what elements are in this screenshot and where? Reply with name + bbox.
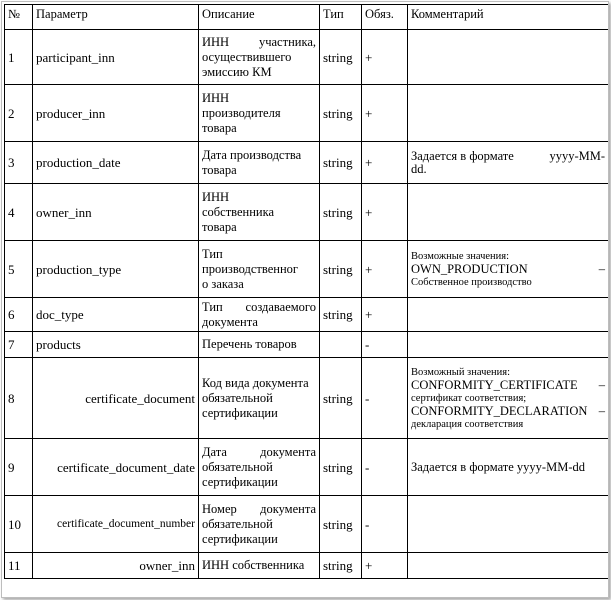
param-name: certificate_document_number	[33, 496, 199, 553]
description-line: Дата документа	[202, 444, 316, 459]
comment-line: dd.	[411, 161, 427, 176]
description-line: Перечень товаров	[202, 337, 297, 351]
row-number: 7	[5, 332, 33, 358]
comment-line: Собственное производство	[411, 276, 532, 288]
header-param: Параметр	[33, 5, 199, 30]
document-frame	[1, 1, 609, 598]
description-line: товара	[202, 219, 237, 234]
row-number: 3	[5, 142, 33, 184]
description-line: обязательной	[202, 390, 273, 405]
description-line: товара	[202, 120, 237, 135]
param-name: production_type	[33, 241, 199, 298]
param-description	[199, 30, 320, 85]
description-line: осуществившего	[202, 49, 292, 64]
param-type: string	[320, 496, 362, 553]
param-name: products	[33, 332, 199, 358]
description-line: сертификации	[202, 531, 278, 546]
description-line: сертификации	[202, 474, 278, 489]
comment-line: декларация соответствия	[411, 418, 524, 430]
table-row	[5, 332, 609, 358]
description-line: ИНН	[202, 90, 230, 105]
description-line: сертификации	[202, 405, 278, 420]
param-description	[199, 358, 320, 439]
description-line: Номер документа	[202, 501, 316, 516]
param-type: string	[320, 30, 362, 85]
param-description	[199, 241, 320, 298]
param-type: string	[320, 358, 362, 439]
param-comment	[408, 332, 609, 358]
header-req: Обяз.	[362, 5, 408, 30]
table-row	[5, 85, 609, 142]
table-row	[5, 142, 609, 184]
comment-line: сертификат соответствия;	[411, 392, 527, 404]
param-required: +	[362, 85, 408, 142]
row-number: 6	[5, 298, 33, 332]
param-description	[199, 332, 320, 358]
table-row	[5, 241, 609, 298]
description-line: Тип	[202, 246, 223, 261]
param-comment	[408, 358, 609, 439]
param-name: producer_inn	[33, 85, 199, 142]
param-name: production_date	[33, 142, 199, 184]
param-name: owner_inn	[33, 184, 199, 241]
comment-line: OWN_PRODUCTION –	[411, 261, 605, 276]
param-comment	[408, 85, 609, 142]
table-row	[5, 553, 609, 579]
param-required: -	[362, 332, 408, 358]
header-desc: Описание	[199, 5, 320, 30]
param-required: +	[362, 298, 408, 332]
description-line: производственног	[202, 261, 299, 276]
row-number: 5	[5, 241, 33, 298]
param-required: -	[362, 358, 408, 439]
param-required: -	[362, 439, 408, 496]
table-row	[5, 298, 609, 332]
param-name: certificate_document_date	[33, 439, 199, 496]
param-required: +	[362, 553, 408, 579]
row-number: 11	[5, 553, 33, 579]
table-row	[5, 496, 609, 553]
param-description	[199, 553, 320, 579]
row-number: 2	[5, 85, 33, 142]
param-type: string	[320, 142, 362, 184]
row-number: 4	[5, 184, 33, 241]
param-comment	[408, 298, 609, 332]
param-required: +	[362, 142, 408, 184]
param-required: +	[362, 184, 408, 241]
comment-line: Возможные значения:	[411, 250, 510, 262]
param-name: doc_type	[33, 298, 199, 332]
param-name: owner_inn	[33, 553, 199, 579]
param-required: -	[362, 496, 408, 553]
param-description	[199, 85, 320, 142]
row-number: 9	[5, 439, 33, 496]
param-description	[199, 439, 320, 496]
description-line: Код вида документа	[202, 375, 309, 390]
param-name: certificate_document	[33, 358, 199, 439]
param-type: string	[320, 241, 362, 298]
row-number: 8	[5, 358, 33, 439]
param-required: +	[362, 241, 408, 298]
description-line: документа	[202, 314, 258, 329]
description-line: обязательной	[202, 516, 273, 531]
table-row	[5, 30, 609, 85]
description-line: о заказа	[202, 276, 244, 291]
param-comment	[408, 142, 609, 184]
param-description	[199, 142, 320, 184]
param-comment	[408, 30, 609, 85]
comment-line: Задается в формате yyyy-MM-dd	[411, 459, 585, 474]
comment-line: CONFORMITY_CERTIFICATE –	[411, 377, 605, 392]
table-row	[5, 184, 609, 241]
description-line: собственника	[202, 204, 275, 219]
description-line: товара	[202, 162, 237, 177]
table-header-row	[5, 5, 609, 30]
param-description	[199, 298, 320, 332]
table-row	[5, 439, 609, 496]
description-line: обязательной	[202, 459, 273, 474]
table-row	[5, 358, 609, 439]
param-comment	[408, 241, 609, 298]
param-type: string	[320, 298, 362, 332]
param-type: string	[320, 184, 362, 241]
description-line: эмиссию КМ	[202, 64, 272, 79]
comment-line: Возможный значения:	[411, 366, 510, 378]
param-comment	[408, 553, 609, 579]
param-required: +	[362, 30, 408, 85]
comment-line: CONFORMITY_DECLARATION –	[411, 403, 605, 418]
param-type	[320, 332, 362, 358]
header-num: №	[5, 5, 33, 30]
description-line: Дата производства	[202, 147, 302, 162]
param-description	[199, 184, 320, 241]
comment-line: Задается в формате yyyy-MM-	[411, 148, 605, 163]
description-line: ИНН участника,	[202, 34, 316, 49]
description-line: Тип создаваемого	[202, 299, 316, 314]
param-type: string	[320, 553, 362, 579]
param-name: participant_inn	[33, 30, 199, 85]
description-line: ИНН	[202, 189, 230, 204]
description-line: производителя	[202, 105, 281, 120]
parameters-table	[4, 4, 609, 579]
header-type: Тип	[320, 5, 362, 30]
row-number: 10	[5, 496, 33, 553]
param-type: string	[320, 439, 362, 496]
description-line: ИНН собственника	[202, 558, 305, 572]
header-comment: Комментарий	[408, 5, 609, 30]
param-comment	[408, 184, 609, 241]
param-comment	[408, 496, 609, 553]
param-comment	[408, 439, 609, 496]
param-type: string	[320, 85, 362, 142]
row-number: 1	[5, 30, 33, 85]
param-description	[199, 496, 320, 553]
